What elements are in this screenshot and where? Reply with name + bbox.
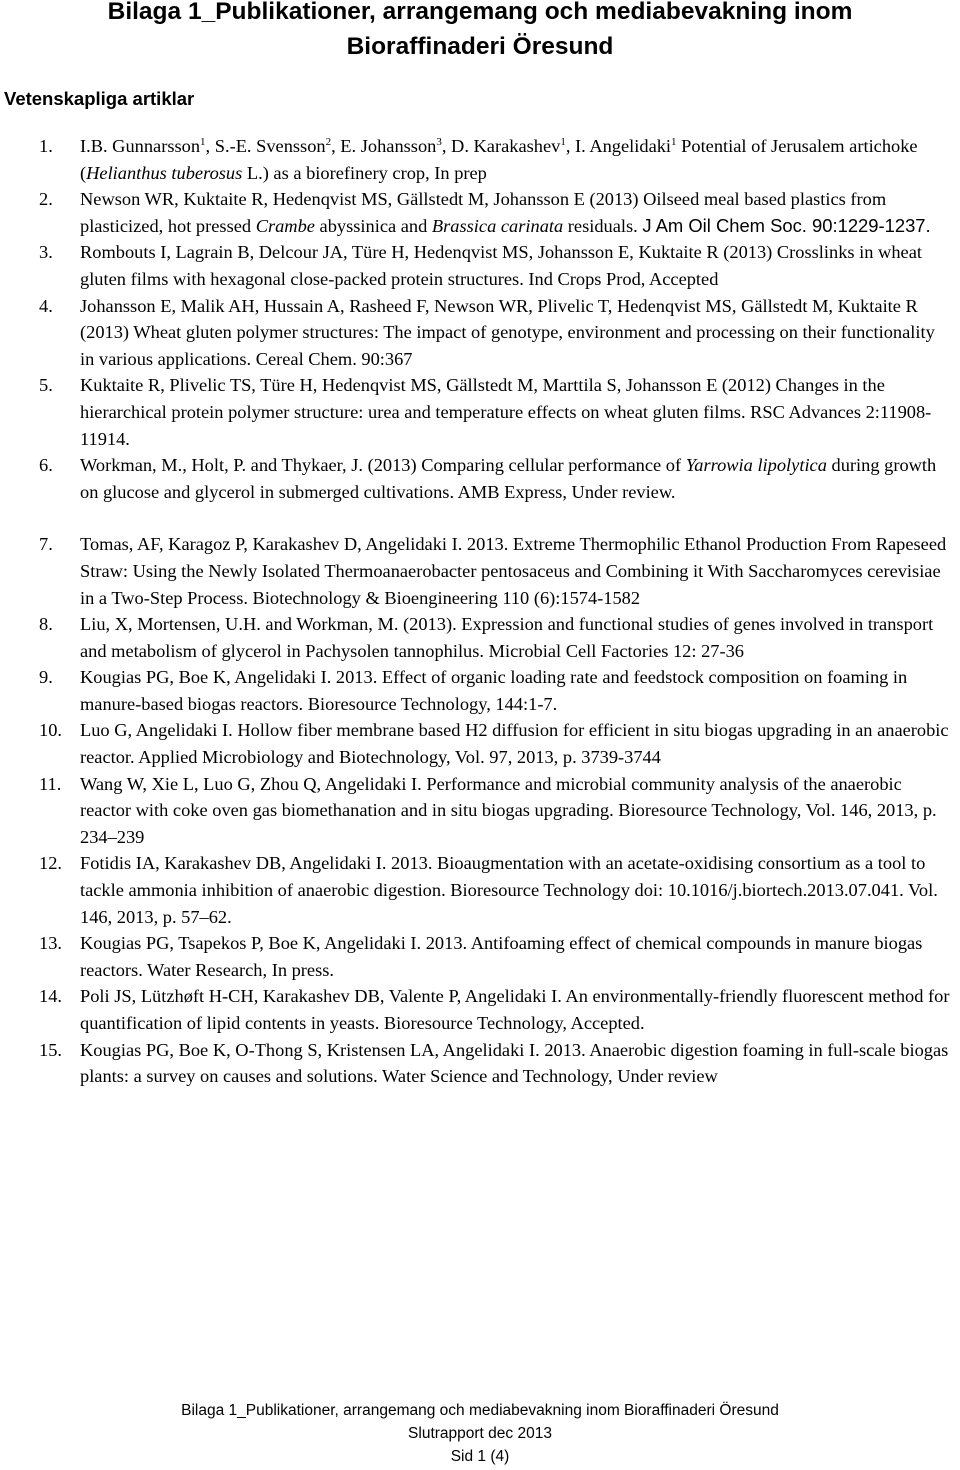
reference-text-segment: abyssinica and <box>314 215 432 236</box>
reference-text <box>80 452 952 505</box>
page-title <box>0 0 960 64</box>
reference-item <box>0 664 960 717</box>
reference-item <box>0 452 960 505</box>
affiliation-superscript: 2 <box>325 136 332 148</box>
reference-text <box>80 717 952 770</box>
footer-document-title: Bilaga 1_Publikationer, arrangemang och mediabevakning inom Bioraffinaderi Öresund <box>181 1402 779 1419</box>
affiliation-superscript: 1 <box>671 136 677 148</box>
reference-text-segment: Potential of Jerusalem artichoke ( <box>80 136 918 183</box>
reference-list <box>0 133 960 1090</box>
reference-text <box>80 531 952 611</box>
reference-item <box>0 850 960 930</box>
reference-number: 12. <box>39 853 62 874</box>
reference-text <box>80 611 952 664</box>
reference-number: 7. <box>39 534 53 555</box>
reference-text-segment: Newson WR, Kuktaite R, Hedenqvist MS, Gällstedt M, Johansson E (2013) Oilseed meal based plastics from plasticized, hot pressed <box>80 189 887 236</box>
reference-text-segment: I.B. Gunnarsson <box>80 136 201 156</box>
reference-number: 9. <box>39 667 53 688</box>
reference-text-segment: J Am Oil Chem Soc. 90:1229-1237. <box>642 214 931 236</box>
reference-text-segment: , E. Johansson <box>331 136 437 156</box>
reference-text-segment: Tomas, AF, Karagoz P, Karakashev D, Angelidaki I. 2013. Extreme Thermophilic Ethanol Production From Rapeseed Straw: Using the Newly Isolated Thermoanaerobacter pentosaceus and Combining it With Saccharomyces cerevisiae in a Two-Step Process. Biotechnology & Bioengineering 110 (6):1574-1582 <box>80 534 947 608</box>
reference-number: 4. <box>39 295 53 316</box>
reference-number: 5. <box>39 375 53 396</box>
reference-number: 15. <box>39 1039 62 1060</box>
page-footer <box>0 1399 960 1468</box>
reference-text-segment: Liu, X, Mortensen, U.H. and Workman, M. (2013). Expression and functional studies of genes involved in transport and metabolism of glycerol in Pachysolen tannophilus. Microbial Cell Factories 12: 27-36 <box>80 614 934 661</box>
reference-text <box>80 850 952 930</box>
reference-text <box>80 239 952 292</box>
italic-term: Helianthus tuberosus <box>86 162 243 183</box>
reference-item <box>0 1037 960 1090</box>
reference-text-segment: , I. Angelidaki <box>565 136 672 156</box>
reference-text <box>80 1037 952 1090</box>
reference-number: 3. <box>39 242 53 263</box>
reference-text-segment: , D. Karakashev <box>441 136 561 156</box>
reference-text-segment: residuals. <box>563 215 643 236</box>
reference-item <box>0 983 960 1036</box>
reference-text <box>80 771 952 851</box>
reference-text-segment: Rombouts I, Lagrain B, Delcour JA, Türe H, Hedenqvist MS, Johansson E, Kuktaite R (2013) Crosslinks in wheat gluten films with hexagonal close-packed protein structures. Ind Crops Prod, Accepted <box>80 242 922 289</box>
footer-page-number: Sid 1 (4) <box>450 1448 510 1465</box>
reference-number: 8. <box>39 614 53 635</box>
reference-item <box>0 771 960 851</box>
reference-text-segment: , S.-E. Svensson <box>205 136 326 156</box>
reference-item <box>0 239 960 292</box>
reference-number: 1. <box>39 136 53 156</box>
affiliation-superscript: 1 <box>560 136 566 148</box>
reference-text <box>80 983 952 1036</box>
reference-text <box>80 930 952 983</box>
reference-item <box>0 133 960 186</box>
reference-number: 6. <box>39 455 53 476</box>
reference-number: 13. <box>39 933 62 954</box>
reference-text-segment: Poli JS, Lützhøft H-CH, Karakashev DB, Valente P, Angelidaki I. An environmentally-friendly fluorescent method for quantification of lipid contents in yeasts. Bioresource Technology, Accepted. <box>80 986 950 1033</box>
reference-text-segment: Johansson E, Malik AH, Hussain A, Rasheed F, Newson WR, Plivelic T, Hedenqvist MS, Gällstedt M, Kuktaite R (2013) Wheat gluten polymer structures: The impact of genotype, environment and processing on their functionality in various applications. Cereal Chem. 90:367 <box>80 295 935 369</box>
reference-item <box>0 930 960 983</box>
page-title-line-1: Bilaga 1_Publikationer, arrangemang och mediabevakning inom <box>107 0 853 25</box>
reference-number: 10. <box>39 720 62 741</box>
affiliation-superscript: 3 <box>436 136 442 148</box>
reference-text <box>80 133 952 186</box>
reference-number: 2. <box>39 189 53 210</box>
reference-item <box>0 293 960 373</box>
reference-item <box>0 186 960 239</box>
reference-text-segment: Kougias PG, Tsapekos P, Boe K, Angelidaki I. 2013. Antifoaming effect of chemical compounds in manure biogas reactors. Water Research, In press. <box>80 933 923 980</box>
italic-term: Yarrowia lipolytica <box>685 455 827 476</box>
reference-text-segment: Workman, M., Holt, P. and Thykaer, J. (2013) Comparing cellular performance of <box>80 455 686 476</box>
reference-item <box>0 531 960 611</box>
reference-text-segment: Fotidis IA, Karakashev DB, Angelidaki I. 2013. Bioaugmentation with an acetate-oxidising consortium as a tool to tackle ammonia inhibition of anaerobic digestion. Bioresource Technology doi: 10.1016/j.biortech.2013.07.041. Vol. 146, 2013, p. 57–62. <box>80 853 938 927</box>
reference-text-segment: Kougias PG, Boe K, O-Thong S, Kristensen LA, Angelidaki I. 2013. Anaerobic digestion foaming in full-scale biogas plants: a survey on causes and solutions. Water Science and Technology, Under review <box>80 1039 949 1087</box>
section-heading: Vetenskapliga artiklar <box>4 88 195 109</box>
italic-term: Brassica carinata <box>431 215 564 236</box>
reference-text <box>80 293 952 373</box>
affiliation-superscript: 1 <box>200 136 206 148</box>
reference-number: 14. <box>39 986 62 1007</box>
footer-report-label: Slutrapport dec 2013 <box>408 1425 552 1442</box>
reference-item <box>0 372 960 452</box>
reference-text-segment: during growth on glucose and glycerol in submerged cultivations. AMB Express, Under review. <box>80 455 937 502</box>
reference-text <box>80 186 952 239</box>
reference-text-segment: L.) as a biorefinery crop, In prep <box>242 162 487 183</box>
page-title-line-2: Bioraffinaderi Öresund <box>346 33 614 60</box>
reference-item <box>0 611 960 664</box>
reference-text-segment: Kuktaite R, Plivelic TS, Türe H, Hedenqvist MS, Gällstedt M, Marttila S, Johansson E (2012) Changes in the hierarchical protein polymer structure: urea and temperature effects on wheat gluten films. RSC Advances 2:11908-11914. <box>80 375 932 449</box>
reference-text-segment: Luo G, Angelidaki I. Hollow fiber membrane based H2 diffusion for efficient in situ biogas upgrading in an anaerobic reactor. Applied Microbiology and Biotechnology, Vol. 97, 2013, p. 3739-3744 <box>80 720 949 768</box>
reference-text-segment: Kougias PG, Boe K, Angelidaki I. 2013. Effect of organic loading rate and feedstock composition on foaming in manure-based biogas reactors. Bioresource Technology, 144:1-7. <box>80 667 908 714</box>
italic-term: Crambe <box>255 215 315 236</box>
reference-text <box>80 372 952 452</box>
reference-item <box>0 717 960 770</box>
reference-text-segment: Wang W, Xie L, Luo G, Zhou Q, Angelidaki I. Performance and microbial community analysis of the anaerobic reactor with coke oven gas biomethanation and in situ biogas upgrading. Bioresource Technology, Vol. 146, 2013, p. 234–239 <box>80 773 937 847</box>
reference-text <box>80 664 952 717</box>
reference-number: 11. <box>39 773 62 794</box>
